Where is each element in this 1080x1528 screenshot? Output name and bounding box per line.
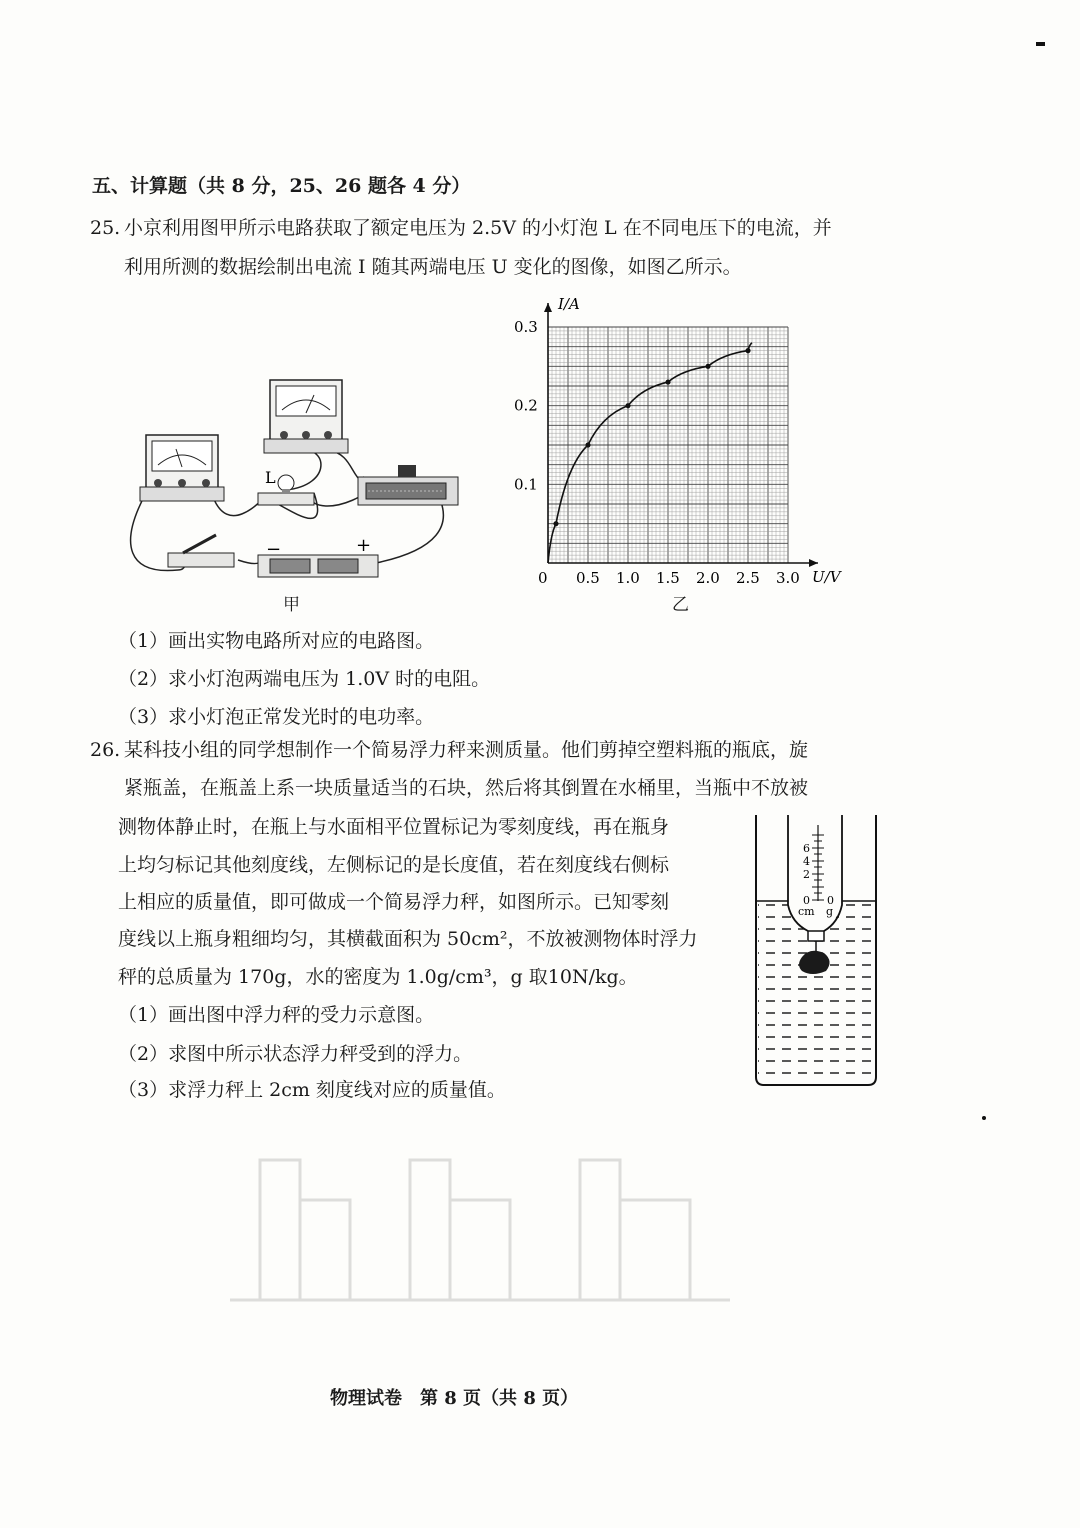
scale-label-0-left: 0 [803, 894, 810, 907]
q25-sub2: （2）求小灯泡两端电压为 1.0V 时的电阻。 [118, 668, 491, 690]
voltmeter-icon [264, 380, 348, 453]
chart-grid [548, 327, 788, 563]
q26-line2: 紧瓶盖，在瓶盖上系一块质量适当的石块，然后将其倒置在水桶里，当瓶中不放被 [124, 777, 809, 799]
scale-unit-cm: cm [798, 905, 815, 918]
q26-line1: 某科技小组的同学想制作一个简易浮力秤来测质量。他们剪掉空塑料瓶的瓶底，旋 [124, 739, 809, 761]
switch-icon [168, 535, 234, 567]
x-tick-label: 1.5 [656, 569, 680, 587]
q26-line6: 度线以上瓶身粗细均匀，其横截面积为 50cm²，不放被测物体时浮力 [118, 928, 698, 950]
page-footer: 物理试卷 第 8 页（共 8 页） [330, 1388, 579, 1409]
scale-label-6: 6 [803, 842, 810, 855]
iu-chart [500, 290, 850, 620]
q25-number: 25. [90, 217, 121, 239]
q26-line3: 测物体静止时，在瓶上与水面相平位置标记为零刻度线，再在瓶身 [118, 816, 670, 838]
q25-sub1: （1）画出实物电路所对应的电路图。 [118, 630, 435, 652]
x-tick-label: 0.5 [576, 569, 600, 587]
data-point [625, 403, 630, 408]
q26-line7: 秤的总质量为 170g，水的密度为 1.0g/cm³，g 取10N/kg。 [118, 966, 638, 988]
data-point [745, 348, 750, 353]
data-point [553, 521, 558, 526]
data-point [705, 364, 710, 369]
corner-mark [1036, 42, 1045, 46]
scale-label-2: 2 [803, 868, 810, 881]
bleed-through-figures [220, 1140, 740, 1310]
section-title: 五、计算题（共 8 分，25、26 题各 4 分） [92, 175, 471, 197]
y-tick-label: 0.3 [514, 318, 538, 336]
floating-scale-figure [748, 815, 884, 1090]
x-tick-label: 1.0 [616, 569, 640, 587]
x-axis-label: U/V [812, 568, 841, 586]
y-axis-arrow [544, 303, 552, 312]
q26-sub3: （3）求浮力秤上 2cm 刻度线对应的质量值。 [118, 1079, 506, 1101]
q25-stem-line1: 小京利用图甲所示电路获取了额定电压为 2.5V 的小灯泡 L 在不同电压下的电流，并 [124, 217, 832, 239]
rheostat-icon [358, 465, 458, 505]
battery-minus-label: − [266, 539, 282, 560]
q25-stem-line2: 利用所测的数据绘制出电流 I 随其两端电压 U 变化的图像，如图乙所示。 [124, 256, 742, 278]
y-axis-label: I/A [558, 295, 580, 313]
data-point [585, 442, 590, 447]
ammeter-icon [140, 435, 224, 501]
circuit-figure [118, 375, 478, 620]
fig-a-caption: 甲 [283, 595, 300, 615]
fig-b-caption: 乙 [672, 595, 689, 615]
q26-number: 26. [90, 739, 121, 761]
scale-unit-g: g [826, 905, 834, 918]
y-tick-label: 0.1 [514, 475, 538, 494]
margin-dot [982, 1116, 986, 1120]
scale-label-0-right: 0 [827, 894, 834, 907]
q25-sub3: （3）求小灯泡正常发光时的电功率。 [118, 706, 435, 728]
x-tick-label: 3.0 [776, 569, 800, 587]
x-axis-arrow [809, 559, 818, 567]
scale-label-4: 4 [803, 855, 810, 868]
bottle-cap [808, 931, 824, 941]
data-point [665, 379, 670, 384]
q26-sub1: （1）画出图中浮力秤的受力示意图。 [118, 1004, 435, 1026]
x-tick-label: 2.0 [696, 569, 720, 587]
lamp-label: L [265, 468, 276, 487]
q26-line4: 上均匀标记其他刻度线，左侧标记的是长度值，若在刻度线右侧标 [118, 854, 670, 876]
q26-sub2: （2）求图中所示状态浮力秤受到的浮力。 [118, 1043, 473, 1065]
y-tick-label: 0.2 [514, 396, 538, 415]
x-tick-label: 2.5 [736, 569, 760, 587]
battery-plus-label: + [356, 535, 372, 556]
x-tick-label: 0 [538, 569, 548, 587]
q26-line5: 上相应的质量值，即可做成一个简易浮力秤，如图所示。已知零刻 [118, 891, 670, 913]
